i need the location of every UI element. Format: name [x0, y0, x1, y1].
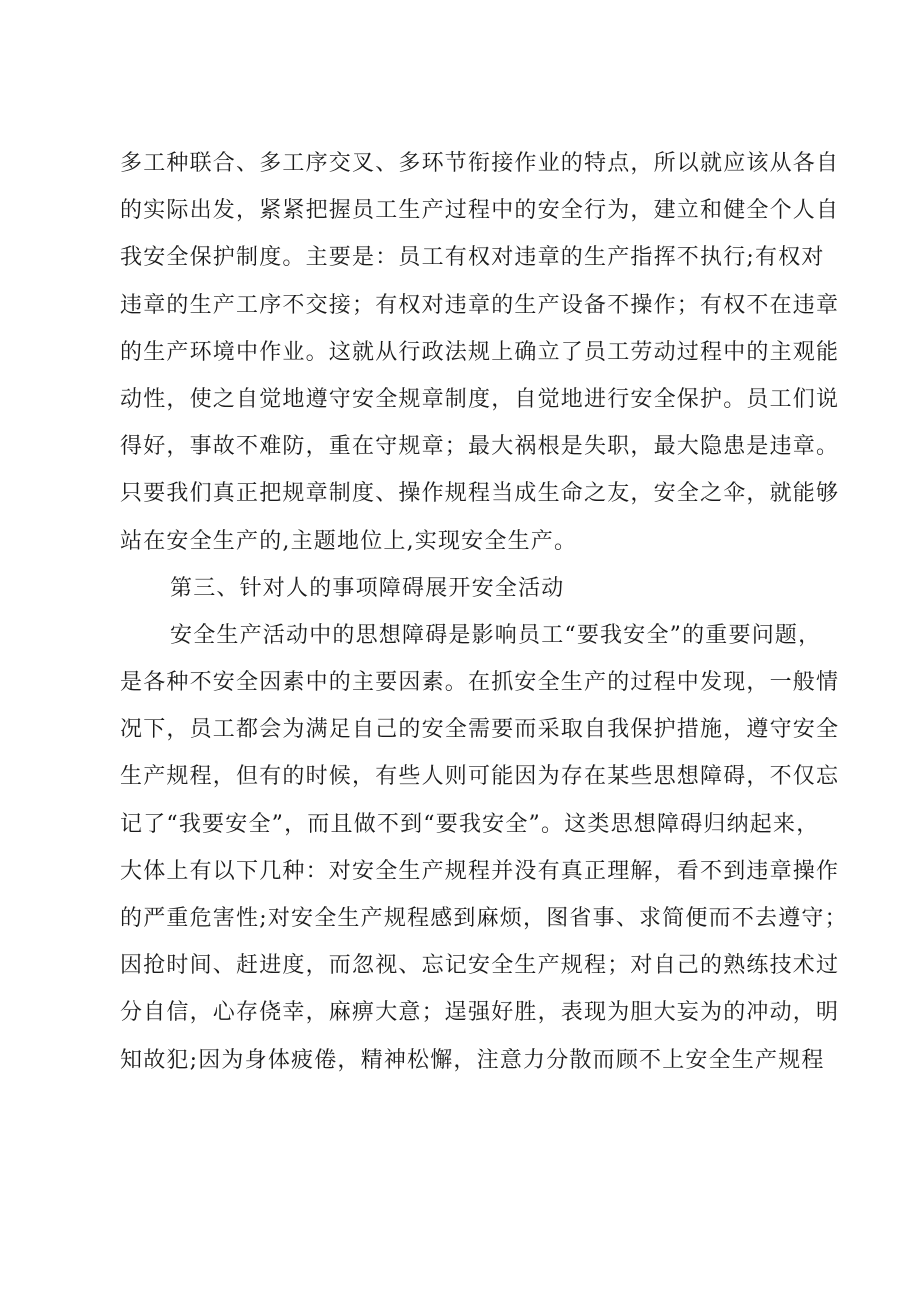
heading-line: 第三、针对人的事项障碍展开安全活动 [170, 575, 565, 601]
text-line: 因抢时间、赶进度，而忽视、忘记安全生产规程；对自己的熟练技术过 [120, 953, 840, 979]
text-line: 的生产环境中作业。这就从行政法规上确立了员工劳动过程中的主观能 [120, 339, 840, 365]
text-line: 动性，使之自觉地遵守安全规章制度，自觉地进行安全保护。员工们说 [120, 386, 840, 412]
text-line: 我安全保护制度。主要是：员工有权对违章的生产指挥不执行;有权对 [120, 245, 825, 271]
text-line: 得好，事故不难防，重在守规章；最大祸根是失职，最大隐患是违章。 [120, 434, 840, 460]
text-line: 的严重危害性;对安全生产规程感到麻烦，图省事、求简便而不去遵守； [120, 906, 848, 931]
paragraph-1 [120, 140, 860, 565]
text-line: 记了“我要安全”，而且做不到“要我安全”。这类思想障碍归纳起来， [120, 811, 820, 837]
text-line: 是各种不安全因素中的主要因素。在抓安全生产的过程中发现，一般情 [120, 670, 840, 696]
text-line: 知故犯;因为身体疲倦，精神松懈，注意力分散而顾不上安全生产规程 [120, 1047, 825, 1073]
text-line: 分自信，心存侥幸，麻痹大意；逞强好胜，表现为胆大妄为的冲动，明 [120, 1000, 840, 1026]
text-line: 只要我们真正把规章制度、操作规程当成生命之友，安全之伞，就能够 [120, 481, 840, 507]
text-line: 安全生产活动中的思想障碍是影响员工“要我安全”的重要问题， [170, 622, 822, 648]
text-line: 的实际出发，紧紧把握员工生产过程中的安全行为，建立和健全个人自 [120, 198, 840, 224]
text-line: 多工种联合、多工序交叉、多环节衔接作业的特点，所以就应该从各自 [120, 151, 840, 176]
section-heading [120, 565, 860, 612]
text-line: 站在安全生产的,主题地位上,实现安全生产。 [120, 528, 578, 554]
document-body [120, 140, 860, 1084]
paragraph-3 [120, 612, 860, 1084]
text-line: 违章的生产工序不交接；有权对违章的生产设备不操作；有权不在违章 [120, 292, 840, 318]
text-line: 况下，员工都会为满足自己的安全需要而采取自我保护措施，遵守安全 [120, 717, 840, 743]
text-line: 大体上有以下几种：对安全生产规程并没有真正理解，看不到违章操作 [120, 858, 840, 884]
text-line: 生产规程，但有的时候，有些人则可能因为存在某些思想障碍，不仅忘 [120, 764, 840, 790]
